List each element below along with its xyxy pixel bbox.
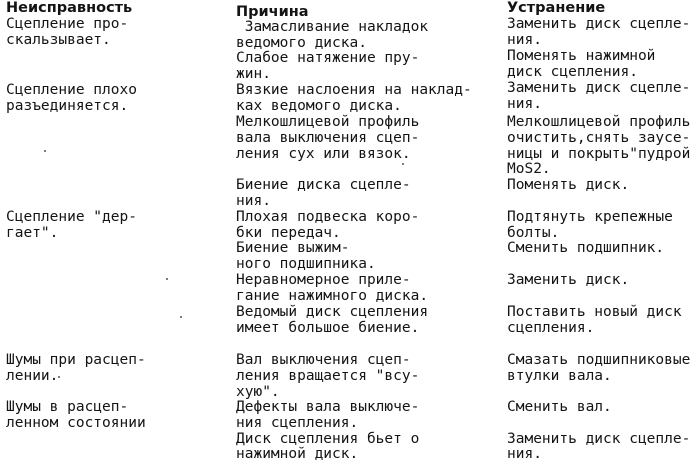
remedy-line: Сменить вал. [507,399,612,415]
remedy-line: ния. [507,32,542,48]
remedy-line: Сменить подшипник. [507,240,665,256]
remedy-line: ния. [507,446,542,462]
fault-line: ленном состоянии [6,415,146,431]
cause-line: Диск сцепления бьет о [236,431,420,447]
remedy-line: Мелкошлицевой профиль [507,114,690,130]
fault-line: гает". [6,225,59,241]
remedy-line: Поставить новый диск [507,304,682,320]
header-cause: Причина [236,4,309,20]
cause-line: ния сцепления. [236,415,359,431]
fault-line: Сцепление плохо [6,82,137,98]
remedy-line: ния. [507,96,542,112]
remedy-line: Поменять нажимной [507,48,656,64]
cause-line: ления вращается "всу- [236,368,420,384]
cause-line: хую". [236,384,280,400]
cause-line: жин. [236,66,271,82]
cause-line: Дефекты вала выключе- [236,399,420,415]
cause-line: ного подшипника. [236,256,376,272]
remedy-line: Подтянуть крепежные [507,209,673,225]
cause-line: вала выключения сцеп- [236,130,420,146]
scan-speck [44,150,46,152]
scan-speck [180,316,182,318]
cause-line: Ведомый диск сцепления [236,304,429,320]
fault-line: скальзывает. [6,32,111,48]
cause-line: гание нажимного диска. [236,288,429,304]
remedy-line: Заменить диск сцепле- [507,16,690,32]
scan-speck [402,163,404,165]
fault-line: Сцепление "дер- [6,209,137,225]
fault-line: лении. [6,368,59,384]
cause-line: ния. [236,193,271,209]
remedy-line: диск сцепления. [507,64,638,80]
remedy-line: Смазать подшипниковые [507,352,690,368]
cause-line: ления сух или вязок. [236,146,411,162]
fault-line: Шумы в расцеп- [6,399,129,415]
cause-line: имеет большое биение. [236,320,420,336]
cause-line: нажимной диск. [236,446,359,462]
scan-speck [166,278,168,280]
cause-line: Замасливание накладок [236,19,429,35]
fault-line: разъединяется. [6,98,129,114]
fault-line: Сцепление про- [6,16,129,32]
cause-line: Слабое натяжение пру- [236,50,420,66]
remedy-line: ницы и покрыть"пудрой [507,146,690,162]
cause-line: ведомого диска. [236,35,367,51]
remedy-line: болты. [507,225,560,241]
cause-line: Вал выключения сцеп- [236,352,411,368]
header-remedy: Устранение [507,0,606,16]
cause-line: Биение диска сцепле- [236,177,411,193]
cause-line: Плохая подвеска коро- [236,209,420,225]
remedy-line: очистить,снять заусе- [507,130,690,146]
cause-line: Мелкошлицевой профиль [236,114,420,130]
cause-line: Неравномерное приле- [236,272,411,288]
remedy-line: Заменить диск сцепле- [507,431,690,447]
remedy-line: втулки вала. [507,368,612,384]
remedy-line: Заменить диск сцепле- [507,80,690,96]
scan-speck [58,376,60,378]
cause-line: ках ведомого диска. [236,98,402,114]
cause-line: бки передач. [236,225,341,241]
remedy-line: MoS2. [507,161,551,177]
fault-line: Шумы при расцеп- [6,352,146,368]
remedy-line: сцепления. [507,320,595,336]
remedy-line: Заменить диск. [507,272,630,288]
header-fault: Неисправность [6,0,133,16]
cause-line: Биение выжим- [236,240,350,256]
cause-line: Вязкие наслоения на наклад- [236,82,472,98]
remedy-line: Поменять диск. [507,177,630,193]
